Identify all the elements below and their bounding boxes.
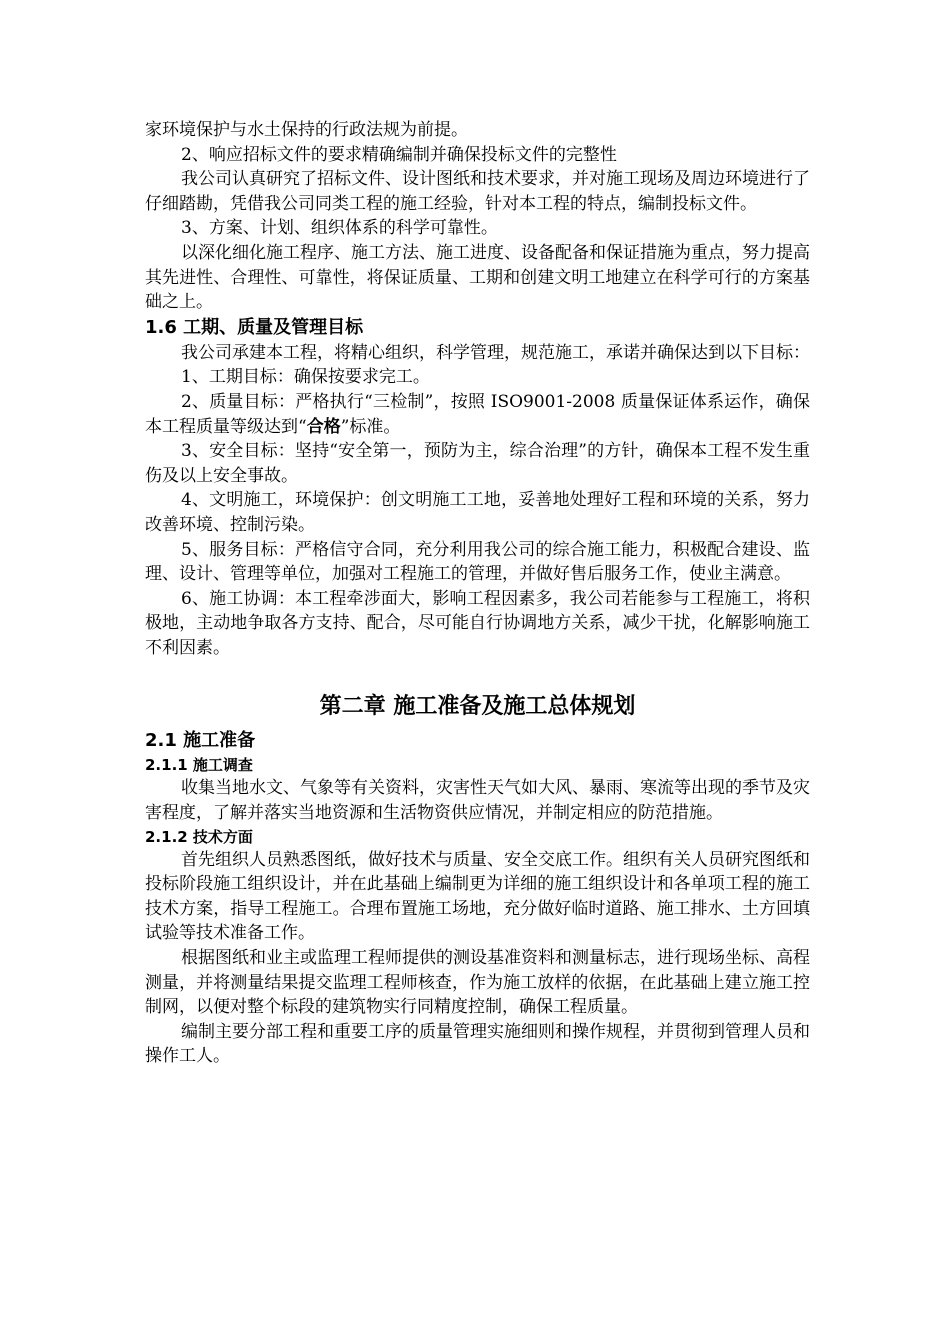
subsection-heading-2-1-2: 2.1.2 技术方面 (145, 827, 253, 846)
goal-item: 4、文明施工，环境保护：创文明施工工地，妥善地处理好工程和环境的关系，努力改善环境、控制污染。 (145, 490, 810, 535)
paragraph: 根据图纸和业主或监理工程师提供的测设基准资料和测量标志，进行现场坐标、高程测量，并将测量结果提交监理工程师核查，作为施工放样的依据，在此基础上建立施工控制网，以便对整个标段的建筑物实行同精度控制，确保工程质量。 (145, 948, 810, 1018)
section-heading-2-1: 2.1 施工准备 (145, 730, 256, 752)
goal-item (145, 390, 810, 439)
goal-item: 3、安全目标：坚持“安全第一，预防为主，综合治理”的方针，确保本工程不发生重伤及以上安全事故。 (145, 441, 810, 486)
paragraph: 2、响应招标文件的要求精确编制并确保投标文件的完整性 (181, 144, 617, 165)
goal-item: 1、工期目标：确保按要求完工。 (181, 367, 430, 388)
goal-text: 2、质量目标：严格执行“三检制”，按照 ISO9001-2008 质量保证体系运作，确保本工程质量等级达到“ (145, 391, 810, 437)
subsection-heading-2-1-1: 2.1.1 施工调查 (145, 756, 253, 775)
paragraph: 我公司承建本工程，将精心组织，科学管理，规范施工，承诺并确保达到以下目标： (181, 342, 810, 363)
goal-item: 6、施工协调：本工程牵涉面大，影响工程因素多，我公司若能参与工程施工，将积极地，主动地争取各方支持、配合，尽可能自行协调地方关系，减少干扰，化解影响施工不利因素。 (145, 588, 810, 658)
paragraph: 3、方案、计划、组织体系的科学可靠性。 (181, 218, 498, 239)
document-page (145, 118, 810, 1069)
paragraph: 以深化细化施工程序、施工方法、施工进度、设备配备和保证措施为重点，努力提高其先进性、合理性、可靠性，将保证质量、工期和创建文明工地建立在科学可行的方案基础之上。 (145, 242, 810, 313)
paragraph: 收集当地水文、气象等有关资料，灾害性天气如大风、暴雨、寒流等出现的季节及灾害程度，了解并落实当地资源和生活物资供应情况，并制定相应的防范措施。 (145, 778, 810, 824)
paragraph: 首先组织人员熟悉图纸，做好技术与质量、安全交底工作。组织有关人员研究图纸和投标阶段施工组织设计，并在此基础上编制更为详细的施工组织设计和各单项工程的施工技术方案，指导工程施工。合理布置施工场地，充分做好临时道路、施工排水、土方回填试验等技术准备工作。 (145, 849, 810, 944)
bold-text: 合格 (306, 416, 341, 437)
section-heading-1-6: 1.6 工期、质量及管理目标 (145, 316, 364, 338)
paragraph: 编制主要分部工程和重要工序的质量管理实施细则和操作规程，并贯彻到管理人员和操作工人。 (145, 1021, 810, 1067)
goal-text: ”标准。 (340, 416, 401, 437)
paragraph: 我公司认真研究了招标文件、设计图纸和技术要求，并对施工现场及周边环境进行了仔细踏勘，凭借我公司同类工程的施工经验，针对本工程的特点，编制投标文件。 (145, 169, 810, 214)
paragraph: 家环境保护与水土保持的行政法规为前提。 (145, 120, 468, 140)
goal-item: 5、服务目标：严格信守合同，充分利用我公司的综合施工能力，积极配合建设、监理、设计、管理等单位，加强对工程施工的管理，并做好售后服务工作，使业主满意。 (145, 539, 810, 585)
chapter-title: 第二章 施工准备及施工总体规划 (319, 694, 636, 720)
